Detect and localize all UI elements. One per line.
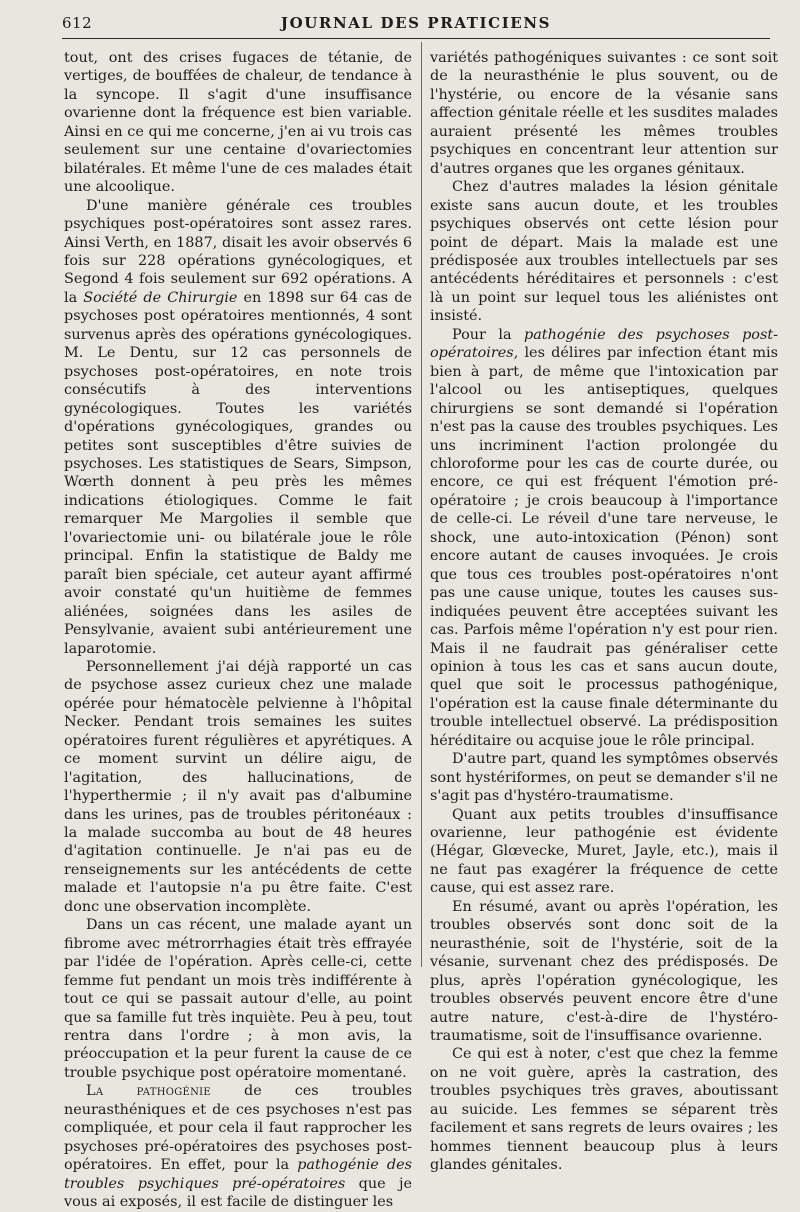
paragraph: D'une manière générale ces troubles psychiques post-opératoires sont assez rares. Ainsi Verth, en 1887, disait les avoir observés 6 fois sur 228 opérations gynécologiques, et Segond 4 fois seulement sur 692 opérations. A la Société de Chirurgie en 1898 sur 64 cas de psychoses post opératoires mentionnés, 4 sont survenus après des opérations gynécologiques. M. Le Dentu, sur 12 cas personnels de psychoses post-opératoires, en note trois consécutifs à des interventions gynécologiques. Toutes les variétés d'opérations gynécologiques, grandes ou petites sont susceptibles d'être suivies de psychoses. Les statistiques de Sears, Simpson, Wœrth donnent à peu près les mêmes indications étiologiques. Comme le fait remarquer Me Margolies il semble que l'ovariectomie uni- ou bilatérale joue le rôle principal. Enfin la statistique de Baldy me paraît bien spéciale, cet auteur ayant affirmé avoir constaté qu'un huitième de femmes aliénées, soignées dans les asiles de Pensylvanie, avaient subi antérieurement une laparotomie. [64, 197, 412, 657]
paragraph: D'autre part, quand les symptômes observés sont hystériformes, on peut se demander s'il ne s'agit pas d'hystéro-traumatisme. [430, 751, 778, 805]
paragraph: La pathogénie de ces troubles neurasthéniques et de ces psychoses n'est pas compliquée, et pour cela il faut rapprocher les psychoses pré-opératoires des psychoses post-opératoires. En effet, pour la pathogénie des troubles psychiques pré-opératoires que je vous ai exposés, il est facile de distinguer les [64, 1083, 412, 1211]
paragraph: tout, ont des crises fugaces de tétanie, de vertiges, de bouffées de chaleur, de tendance à la syncope. Il s'agit d'une insuffisance ovarienne dont la fréquence est bien variable. Ainsi en ce qui me concerne, j'en ai vu trois cas seulement sur une centaine d'ovariectomies bilatérales. Et même l'une de ces malades était une alcoolique. [64, 50, 412, 196]
paragraph: Chez d'autres malades la lésion génitale existe sans aucun doute, et les troubles psychiques observés ont cette lésion pour point de départ. Mais la malade est une prédisposée aux troubles intellectuels par ses antécédents héréditaires et personnels : c'est là un point sur lequel tous les aliénistes ont insisté. [430, 179, 778, 325]
page-number: 612 [62, 14, 93, 32]
paragraph: Quant aux petits troubles d'insuffisance ovarienne, leur pathogénie est évidente (Hégar, Glœvecke, Muret, Jayle, etc.), mais il ne faut pas exagérer la fréquence de cette cause, qui est assez rare. [430, 806, 778, 897]
page-header [62, 14, 770, 36]
paragraph: variétés pathogéniques suivantes : ce sont soit de la neurasthénie le plus souvent, ou de l'hystérie, ou encore de la vésanie sans affection génitale réelle et les susdites malades auraient présenté les mêmes troubles psychiques en concentrant leur attention sur d'autres organes que les organes génitaux. [430, 50, 778, 177]
left-column [64, 49, 412, 1212]
section-lead: La pathogénie [86, 1083, 212, 1100]
paragraph: Dans un cas récent, une malade ayant un fibrome avec métrorrhagies était très effrayée par l'idée de l'opération. Après celle-ci, cette femme fut pendant un mois très indifférente à tout ce qui se passait autour d'elle, au point que sa famille fut très inquiète. Peu à peu, tout rentra dans l'ordre ; à mon avis, la préoccupation et la peur furent la cause de ce trouble psychique post opératoire momentané. [64, 917, 412, 1081]
paragraph: Pour la pathogénie des psychoses post-opératoires, les délires par infection étant mis bien à part, de même que l'intoxication par l'alcool ou les antiseptiques, quelques chirurgiens se sont demandé si l'opération n'est pas la cause des troubles psychiques. Les uns incriminent l'action prolongée du chloroforme pour les cas de courte durée, ou encore, ce qui est fréquent l'émotion pré-opératoire ; je crois beaucoup à l'importance de celle-ci. Le réveil d'une tare nerveuse, le shock, une auto-intoxication (Pénon) sont encore autant de causes invoquées. Je crois que tous ces troubles post-opératoires n'ont pas une cause unique, toutes les causes sus-indiquées peuvent être acceptées suivant les cas. Parfois même l'opération n'y est pour rien. Mais il ne faudrait pas généraliser cette opinion à tous les cas et sans aucun doute, quel que soit le processus pathogénique, l'opération est la cause finale déterminante du trouble intellectuel observé. La prédisposition héréditaire ou acquise joue le rôle principal. [430, 326, 778, 749]
paragraph: Personnellement j'ai déjà rapporté un cas de psychose assez curieux chez une malade opérée pour hématocèle pelvienne à l'hôpital Necker. Pendant trois semaines les suites opératoires furent régulières et apyrétiques. A ce moment survint un délire aigu, de l'agitation, des hallucinations, de l'hyperthermie ; il n'y avait pas d'albumine dans les urines, pas de troubles péritonéaux : la malade succomba au bout de 48 heures d'agitation continuelle. Je n'ai pas eu de renseignements sur les antécédents de cette malade et l'autopsie n'a pu être faite. C'est donc une observation incomplète. [64, 658, 412, 915]
journal-title: JOURNAL DES PRATICIENS [280, 14, 552, 32]
column-divider [421, 42, 422, 967]
paragraph: Ce qui est à noter, c'est que chez la femme on ne voit guère, après la castration, des troubles psychiques très graves, aboutissant au suicide. Les femmes se séparent très facilement et sans regrets de leurs ovaires ; les hommes tiennent beaucoup plus à leurs glandes génitales. [430, 1046, 778, 1174]
paragraph: En résumé, avant ou après l'opération, les troubles observés sont donc soit de la neurasthénie, soit de l'hystérie, soit de la vésanie, survenant chez des prédisposés. De plus, après l'opération gynécologique, les troubles observés peuvent encore être d'une autre nature, c'est-à-dire de l'hystéro-traumatisme, soit de l'insuffisance ovarienne. [430, 898, 778, 1045]
right-column [430, 49, 778, 1175]
header-rule [62, 38, 770, 39]
